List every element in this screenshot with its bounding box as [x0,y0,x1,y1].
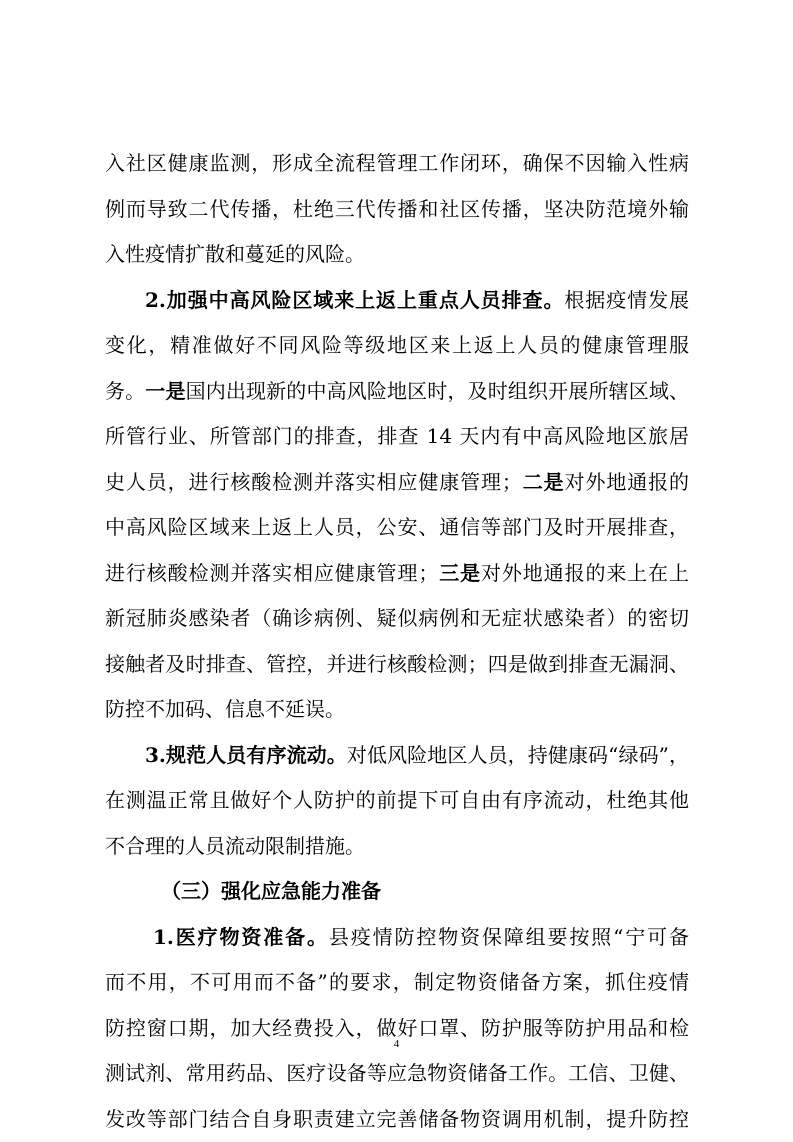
emphasis: 一是 [145,379,185,403]
text-run: 对外地通报的来上在上 [481,561,689,585]
text-run: 进行核酸检测并落实相应健康管理； [105,561,438,585]
paragraph-line: 中高风险区域来上返上人员，公安、通信等部门及时开展排查， [105,505,689,551]
paragraph-line [105,733,689,779]
paragraph-line: 入性疫情扩散和蔓延的风险。 [105,232,689,278]
item-heading: 2.加强中高风险区域来上返上重点人员排查。 [145,288,564,312]
paragraph-line: 防控窗口期，加大经费投入，做好口罩、防护服等防护用品和检 [105,1006,689,1052]
paragraph-line: 入社区健康监测，形成全流程管理工作闭环，确保不因输入性病 [105,141,689,187]
paragraph-line [105,369,689,415]
item-heading: 1.医疗物资准备。 [153,925,329,949]
paragraph-line: 防控不加码、信息不延误。 [105,687,689,733]
paragraph-line [105,460,689,506]
paragraph-line: 测试剂、常用药品、医疗设备等应急物资储备工作。工信、卫健、 [105,1051,689,1097]
text-run: 对低风险地区人员，持健康码“绿码”， [347,743,689,767]
page-number: 4 [0,1038,793,1050]
paragraph-line: 新冠肺炎感染者（确诊病例、疑似病例和无症状感染者）的密切 [105,596,689,642]
paragraph-line: 而不用，不可用而不备”的要求，制定物资储备方案，抓住疫情 [105,960,689,1006]
paragraph-line: 接触者及时排查、管控，并进行核酸检测；四是做到排查无漏洞、 [105,642,689,688]
emphasis: 三是 [438,561,481,585]
item-heading: 3.规范人员有序流动。 [145,743,347,767]
paragraph-line: 发改等部门结合自身职责建立完善储备物资调用机制，提升防控 [105,1097,689,1142]
paragraph-line: 例而导致二代传播，杜绝三代传播和社区传播，坚决防范境外输 [105,187,689,233]
paragraph-line: 所管行业、所管部门的排查，排查 14 天内有中高风险地区旅居 [105,414,689,460]
text-run: 对外地通报的 [565,470,689,494]
paragraph-line: 不合理的人员流动限制措施。 [105,824,689,870]
paragraph-line: 在测温正常且做好个人防护的前提下可自由有序流动，杜绝其他 [105,778,689,824]
paragraph-line [105,915,689,961]
text-run: 县疫情防控物资保障组要按照“宁可备 [329,925,689,949]
text-run: 史人员，进行核酸检测并落实相应健康管理； [105,470,522,494]
text-run: 根据疫情发展 [564,288,689,312]
text-run: 国内出现新的中高风险地区时，及时组织开展所辖区域、 [186,379,689,403]
paragraph-line: 变化，精准做好不同风险等级地区来上返上人员的健康管理服 [105,323,689,369]
paragraph-line [105,551,689,597]
emphasis: 二是 [522,470,565,494]
document-body [105,141,689,1142]
text-run: 务。 [105,379,145,403]
section-heading: （三）强化应急能力准备 [105,869,689,915]
paragraph-line [105,278,689,324]
